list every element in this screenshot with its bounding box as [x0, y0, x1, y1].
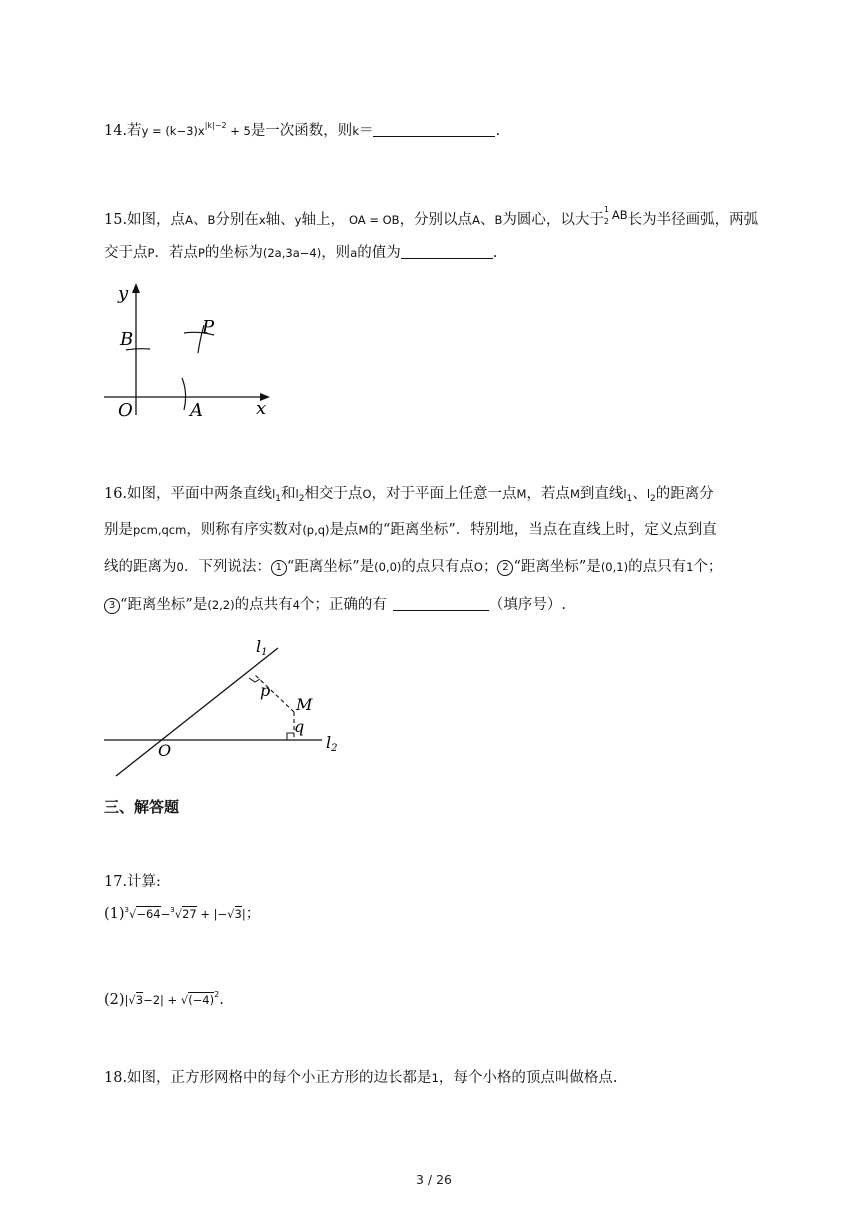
q17-plus: +: [163, 993, 181, 1007]
q15-x: x: [258, 213, 266, 227]
line-l1: [116, 648, 278, 776]
q16-text: ，对于平面上任意一点: [371, 486, 517, 502]
q15-sep: 、: [479, 212, 495, 228]
q15-half-num: 1: [603, 205, 609, 214]
q16-M: M: [516, 487, 527, 501]
q15-sep: 、: [192, 212, 208, 228]
q16-circle-1: 1: [271, 560, 287, 576]
y-axis-arrow: [132, 283, 140, 293]
q15-text: 长为半径画弧，两弧: [627, 212, 759, 228]
q16-pq: pcm,qcm: [133, 523, 187, 537]
q16-text: 相交于点: [304, 486, 363, 502]
label-P: P: [202, 317, 215, 338]
q15-text: 交于点: [104, 245, 148, 261]
label-B: B: [120, 329, 134, 350]
label-M: M: [296, 695, 313, 714]
q16-l: l: [623, 487, 627, 501]
q14-end: .: [495, 123, 501, 139]
question-17-part1: [104, 904, 260, 926]
q18-text: 18.如图，正方形网格中的每个小正方形的边长都是: [104, 1070, 432, 1086]
question-15-line2: [104, 243, 497, 263]
q16-zero: 0: [176, 560, 184, 574]
q15-A: A: [185, 213, 193, 227]
q16-text: “距离坐标”是: [120, 597, 208, 613]
q16-text: ，若点: [526, 486, 570, 502]
q14-text: 是一次函数，则: [250, 123, 353, 139]
section-heading: 三、解答题: [104, 798, 180, 816]
q16-text: （填序号）.: [488, 597, 567, 613]
question-16-line4: [104, 595, 566, 615]
q16-M: M: [358, 523, 369, 537]
q16-l: l: [272, 487, 276, 501]
q16-text: 的点只有点: [401, 559, 474, 575]
label-q: q: [294, 717, 305, 736]
q15-text: ，则: [321, 245, 351, 261]
question-16-line3: [104, 557, 722, 577]
q14-exponent: |k|−2: [204, 121, 227, 130]
q16-circle-3: 3: [104, 598, 120, 614]
q17-radical: √3: [227, 907, 242, 921]
q15-B: B: [494, 213, 503, 227]
page-number: 3 / 26: [415, 1172, 453, 1187]
q17-abs-open: |−: [213, 907, 228, 921]
q16-text: 的距离分: [655, 486, 714, 502]
right-angle-p: [249, 678, 260, 682]
q15-oa-ob: OA = OB: [348, 213, 400, 227]
q15-half-den: 2: [603, 217, 609, 226]
arc-at-A: [182, 378, 186, 410]
q15-text: 分别在: [215, 212, 259, 228]
q15-text: 的坐标为: [204, 245, 263, 261]
q15-a: a: [350, 246, 358, 260]
q15-P: P: [197, 246, 205, 260]
q16-O: O: [473, 560, 483, 574]
q15-coordinate: (2a,3a−4): [262, 246, 322, 260]
label-O: O: [158, 741, 172, 760]
q17-part1-label: (1): [104, 906, 125, 922]
question-14: [104, 121, 500, 143]
q17-radical: √(−4): [180, 993, 215, 1007]
q17-square: 2: [214, 990, 220, 999]
label-x: x: [256, 398, 267, 419]
q15-text: 的值为: [357, 245, 401, 261]
q16-four: 4: [292, 598, 300, 612]
q16-l: l: [295, 487, 299, 501]
q15-y: y: [294, 213, 302, 227]
q16-text: 别是: [104, 522, 133, 538]
q15-text: 15.如图，点: [104, 212, 186, 228]
q15-end: .: [492, 245, 498, 261]
q17-end: ；: [245, 906, 261, 922]
q16-pair: (p,q): [302, 523, 330, 537]
figure-16-distance-diagram: [100, 632, 350, 782]
q18-text: ，每个小格的顶点叫做格点.: [438, 1070, 618, 1086]
q16-text: 到直线: [579, 486, 624, 502]
question-15-line1: [104, 205, 759, 230]
q16-sub2: 2: [650, 494, 656, 504]
q16-one: 1: [686, 560, 694, 574]
question-17-part2: [104, 990, 224, 1012]
q16-text: ；: [482, 559, 498, 575]
q16-text: 是点: [329, 522, 359, 538]
q16-text: ．下列说法：: [183, 559, 271, 575]
q15-text: 轴上，: [301, 212, 345, 228]
q14-answer-blank[interactable]: [373, 122, 495, 137]
q17-abs-close: |: [241, 907, 246, 921]
q16-text: “距离坐标”是: [286, 559, 375, 575]
label-p: p: [260, 681, 271, 700]
q16-p22: (2,2): [207, 598, 235, 612]
q16-sub1: 1: [626, 494, 633, 504]
q16-l: l: [646, 487, 651, 501]
q14-k: k: [352, 124, 359, 138]
q16-p01: (0,1): [600, 560, 629, 574]
q16-text: 的“距离坐标”．特别地，当点在直线上时，定义点到直: [368, 522, 717, 538]
q14-equals: ＝: [358, 123, 374, 139]
q16-answer-blank[interactable]: [393, 596, 489, 611]
q17-radical: √−64: [129, 907, 161, 921]
label-A: A: [190, 400, 203, 421]
label-l2: l2: [326, 733, 338, 754]
q14-equation: y = (k−3)x: [141, 124, 205, 138]
q17-radical: √27: [174, 907, 197, 921]
q16-text: 的点共有: [234, 597, 293, 613]
right-angle-q: [287, 733, 294, 740]
q15-text: ．若点: [154, 245, 198, 261]
q17-plus: +: [196, 907, 214, 921]
q15-A: A: [472, 213, 480, 227]
q16-text: 和: [281, 486, 296, 502]
q16-text: 个；正确的有: [299, 597, 387, 613]
q17-index: 3: [124, 906, 130, 914]
q17-radical: √3: [128, 993, 144, 1007]
question-16-line2: [104, 520, 717, 540]
q17-abs-open: |: [124, 993, 129, 1007]
q15-P: P: [147, 246, 155, 260]
q16-text: 16.如图，平面中两条直线: [104, 486, 273, 502]
q15-answer-blank[interactable]: [401, 244, 493, 259]
q15-AB: AB: [611, 208, 628, 222]
q17-end: .: [219, 992, 224, 1008]
q16-text: ，则称有序实数对: [186, 522, 303, 538]
label-y: y: [118, 283, 129, 304]
q15-text: 轴、: [265, 212, 295, 228]
question-16-line1: [104, 484, 714, 506]
q15-B: B: [207, 213, 216, 227]
q16-sep: 、: [632, 486, 647, 502]
q15-text: 为圆心，以大于: [502, 212, 604, 228]
q14-number: 14.若: [104, 123, 142, 139]
q18-one: 1: [431, 1071, 439, 1085]
q15-half-fraction: [603, 205, 612, 226]
q16-text: 的点只有: [628, 559, 687, 575]
q17-part2-label: (2): [104, 992, 125, 1008]
q16-text: 个；: [693, 559, 723, 575]
q15-text: ，分别以点: [399, 212, 473, 228]
q16-p00: (0,0): [374, 560, 402, 574]
label-O: O: [118, 400, 133, 421]
q16-M: M: [569, 487, 580, 501]
question-18: [104, 1068, 618, 1088]
figure-15-coordinate-diagram: [96, 275, 286, 425]
q17-index: 3: [170, 906, 175, 914]
q16-text: “距离坐标”是: [513, 559, 601, 575]
label-l1: l1: [256, 637, 268, 658]
question-17-title: 17.计算:: [104, 874, 161, 890]
q16-sub2: 2: [298, 494, 305, 504]
q16-circle-2: 2: [497, 560, 513, 576]
q16-O: O: [362, 487, 372, 501]
q16-sub1: 1: [275, 494, 281, 504]
q16-text: 线的距离为: [104, 559, 177, 575]
q17-minus: −: [160, 907, 171, 921]
q17-minus-two: −2|: [143, 993, 164, 1007]
q14-equation-tail: + 5: [226, 124, 251, 138]
